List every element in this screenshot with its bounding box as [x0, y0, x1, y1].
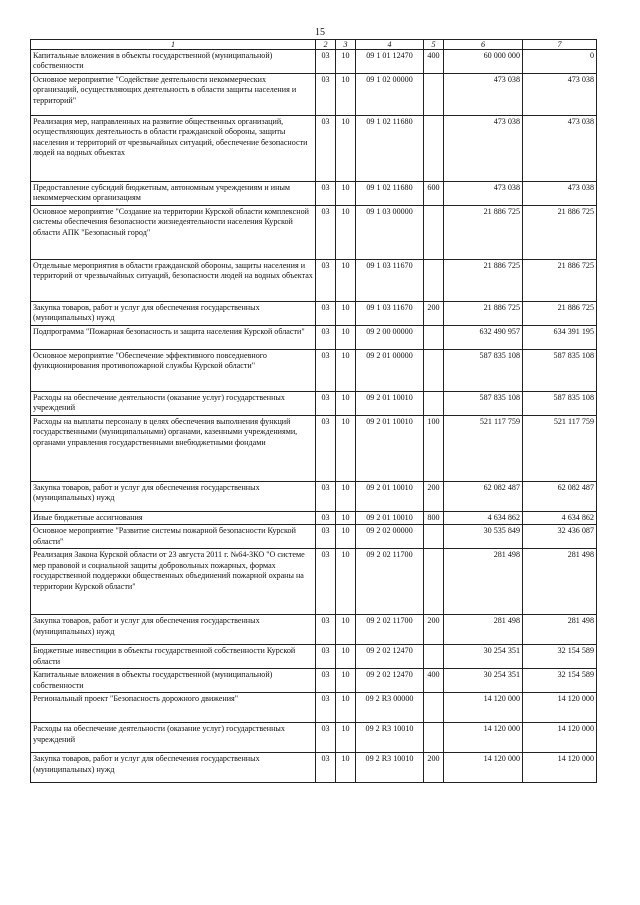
subsection-code-cell: 10 [336, 615, 356, 645]
subsection-code-cell: 10 [336, 525, 356, 549]
subsection-code-cell: 10 [336, 512, 356, 525]
target-article-cell: 09 1 02 00000 [356, 74, 424, 116]
target-article-cell: 09 1 02 11680 [356, 116, 424, 182]
expense-type-cell: 600 [424, 182, 444, 206]
header-cell: 7 [523, 40, 597, 50]
page-number: 15 [315, 27, 325, 38]
table-row [31, 549, 597, 615]
amount-year2-cell: 14 120 000 [523, 753, 597, 783]
expense-type-cell [424, 645, 444, 669]
row-name-cell: Отдельные мероприятия в области гражданской обороны, защиты населения и территорий от чрезвычайных ситуаций, безопасности людей на водных объектах [31, 260, 316, 302]
section-code-cell: 03 [316, 723, 336, 753]
target-article-cell: 09 2 R3 10010 [356, 753, 424, 783]
section-code-cell: 03 [316, 50, 336, 74]
expense-type-cell [424, 326, 444, 350]
target-article-cell: 09 2 R3 00000 [356, 693, 424, 723]
target-article-cell: 09 2 02 12470 [356, 645, 424, 669]
row-name-cell: Реализация Закона Курской области от 23 августа 2011 г. №64-ЗКО "О системе мер правовой и социальной защиты добровольных пожарных, формах государственной поддержки общественных объединений пожарной охраны на территории Курской области" [31, 549, 316, 615]
section-code-cell: 03 [316, 350, 336, 392]
table-row [31, 350, 597, 392]
amount-year1-cell: 30 254 351 [444, 669, 523, 693]
amount-year2-cell: 281 498 [523, 615, 597, 645]
target-article-cell: 09 2 01 00000 [356, 350, 424, 392]
amount-year1-cell: 21 886 725 [444, 260, 523, 302]
target-article-cell: 09 2 02 11700 [356, 615, 424, 645]
amount-year1-cell: 30 535 849 [444, 525, 523, 549]
table-row [31, 116, 597, 182]
subsection-code-cell: 10 [336, 302, 356, 326]
section-code-cell: 03 [316, 302, 336, 326]
amount-year2-cell: 473 038 [523, 116, 597, 182]
expense-type-cell [424, 350, 444, 392]
amount-year1-cell: 62 082 487 [444, 482, 523, 512]
target-article-cell: 09 1 03 11670 [356, 260, 424, 302]
amount-year1-cell: 473 038 [444, 116, 523, 182]
row-name-cell: Основное мероприятие "Обеспечение эффективного повседневного функционирования противопожарной службы Курской области" [31, 350, 316, 392]
subsection-code-cell: 10 [336, 326, 356, 350]
table-row [31, 693, 597, 723]
amount-year2-cell: 587 835 108 [523, 392, 597, 416]
amount-year1-cell: 473 038 [444, 182, 523, 206]
expense-type-cell: 800 [424, 512, 444, 525]
section-code-cell: 03 [316, 669, 336, 693]
amount-year2-cell: 14 120 000 [523, 723, 597, 753]
expense-type-cell: 200 [424, 482, 444, 512]
table-row [31, 753, 597, 783]
amount-year1-cell: 60 000 000 [444, 50, 523, 74]
table-row [31, 260, 597, 302]
table-row [31, 615, 597, 645]
table-row [31, 416, 597, 482]
amount-year2-cell: 32 436 087 [523, 525, 597, 549]
row-name-cell: Основное мероприятие "Содействие деятельности некоммерческих организаций, осуществляющих деятельность в области защиты населения и территорий" [31, 74, 316, 116]
subsection-code-cell: 10 [336, 753, 356, 783]
target-article-cell: 09 1 03 11670 [356, 302, 424, 326]
amount-year2-cell: 21 886 725 [523, 302, 597, 326]
amount-year2-cell: 473 038 [523, 74, 597, 116]
subsection-code-cell: 10 [336, 74, 356, 116]
section-code-cell: 03 [316, 326, 336, 350]
expense-type-cell: 200 [424, 302, 444, 326]
subsection-code-cell: 10 [336, 549, 356, 615]
subsection-code-cell: 10 [336, 260, 356, 302]
amount-year2-cell: 521 117 759 [523, 416, 597, 482]
row-name-cell: Закупка товаров, работ и услуг для обеспечения государственных (муниципальных) нужд [31, 615, 316, 645]
amount-year2-cell: 32 154 589 [523, 669, 597, 693]
table-row [31, 669, 597, 693]
section-code-cell: 03 [316, 549, 336, 615]
row-name-cell: Расходы на выплаты персоналу в целях обеспечения выполнения функций государственными (муниципальными) органами, казенными учреждениями, органами управления государственными внебюджетными фондами [31, 416, 316, 482]
amount-year2-cell: 4 634 862 [523, 512, 597, 525]
row-name-cell: Капитальные вложения в объекты государственной (муниципальной) собственности [31, 50, 316, 74]
section-code-cell: 03 [316, 74, 336, 116]
header-cell: 2 [316, 40, 336, 50]
budget-table [30, 39, 597, 783]
amount-year2-cell: 281 498 [523, 549, 597, 615]
table-row [31, 723, 597, 753]
amount-year1-cell: 521 117 759 [444, 416, 523, 482]
amount-year1-cell: 281 498 [444, 549, 523, 615]
section-code-cell: 03 [316, 482, 336, 512]
amount-year2-cell: 21 886 725 [523, 260, 597, 302]
amount-year1-cell: 587 835 108 [444, 392, 523, 416]
expense-type-cell [424, 392, 444, 416]
expense-type-cell [424, 525, 444, 549]
subsection-code-cell: 10 [336, 669, 356, 693]
expense-type-cell: 400 [424, 669, 444, 693]
target-article-cell: 09 2 01 10010 [356, 512, 424, 525]
table-header-row [31, 40, 597, 50]
section-code-cell: 03 [316, 753, 336, 783]
amount-year2-cell: 21 886 725 [523, 206, 597, 260]
table-row [31, 392, 597, 416]
expense-type-cell [424, 116, 444, 182]
section-code-cell: 03 [316, 182, 336, 206]
amount-year1-cell: 473 038 [444, 74, 523, 116]
amount-year1-cell: 4 634 862 [444, 512, 523, 525]
table-row [31, 525, 597, 549]
target-article-cell: 09 2 00 00000 [356, 326, 424, 350]
row-name-cell: Реализация мер, направленных на развитие общественных организаций, осуществляющих деятельность в области гражданской обороны, защиты населения и территорий от чрезвычайных ситуаций, обеспечение безопасности людей на водных объектах [31, 116, 316, 182]
header-cell: 6 [444, 40, 523, 50]
row-name-cell: Основное мероприятие "Создание на территории Курской области комплексной системы обеспечения безопасности жизнедеятельности населения Курской области АПК "Безопасный город" [31, 206, 316, 260]
table-row [31, 512, 597, 525]
row-name-cell: Основное мероприятие "Развитие системы пожарной безопасности Курской области" [31, 525, 316, 549]
row-name-cell: Закупка товаров, работ и услуг для обеспечения государственных (муниципальных) нужд [31, 482, 316, 512]
expense-type-cell: 200 [424, 615, 444, 645]
table-row [31, 326, 597, 350]
subsection-code-cell: 10 [336, 693, 356, 723]
section-code-cell: 03 [316, 525, 336, 549]
target-article-cell: 09 1 03 00000 [356, 206, 424, 260]
section-code-cell: 03 [316, 615, 336, 645]
expense-type-cell [424, 260, 444, 302]
amount-year2-cell: 62 082 487 [523, 482, 597, 512]
amount-year1-cell: 281 498 [444, 615, 523, 645]
subsection-code-cell: 10 [336, 416, 356, 482]
header-cell: 3 [336, 40, 356, 50]
target-article-cell: 09 2 02 12470 [356, 669, 424, 693]
amount-year2-cell: 587 835 108 [523, 350, 597, 392]
row-name-cell: Бюджетные инвестиции в объекты государственной собственности Курской области [31, 645, 316, 669]
expense-type-cell: 200 [424, 753, 444, 783]
amount-year1-cell: 21 886 725 [444, 302, 523, 326]
expense-type-cell [424, 549, 444, 615]
table-row [31, 482, 597, 512]
subsection-code-cell: 10 [336, 116, 356, 182]
target-article-cell: 09 2 R3 10010 [356, 723, 424, 753]
row-name-cell: Расходы на обеспечение деятельности (оказание услуг) государственных учреждений [31, 392, 316, 416]
section-code-cell: 03 [316, 206, 336, 260]
table-row [31, 206, 597, 260]
section-code-cell: 03 [316, 392, 336, 416]
table-row [31, 74, 597, 116]
table-row [31, 645, 597, 669]
subsection-code-cell: 10 [336, 482, 356, 512]
expense-type-cell: 100 [424, 416, 444, 482]
subsection-code-cell: 10 [336, 645, 356, 669]
expense-type-cell [424, 74, 444, 116]
subsection-code-cell: 10 [336, 206, 356, 260]
row-name-cell: Иные бюджетные ассигнования [31, 512, 316, 525]
row-name-cell: Капитальные вложения в объекты государственной (муниципальной) собственности [31, 669, 316, 693]
target-article-cell: 09 1 01 12470 [356, 50, 424, 74]
header-cell: 1 [31, 40, 316, 50]
section-code-cell: 03 [316, 116, 336, 182]
section-code-cell: 03 [316, 693, 336, 723]
row-name-cell: Региональный проект "Безопасность дорожного движения" [31, 693, 316, 723]
subsection-code-cell: 10 [336, 392, 356, 416]
amount-year1-cell: 30 254 351 [444, 645, 523, 669]
amount-year1-cell: 632 490 957 [444, 326, 523, 350]
amount-year1-cell: 14 120 000 [444, 753, 523, 783]
row-name-cell: Закупка товаров, работ и услуг для обеспечения государственных (муниципальных) нужд [31, 753, 316, 783]
target-article-cell: 09 2 01 10010 [356, 392, 424, 416]
amount-year2-cell: 473 038 [523, 182, 597, 206]
amount-year2-cell: 634 391 195 [523, 326, 597, 350]
amount-year2-cell: 0 [523, 50, 597, 74]
expense-type-cell [424, 206, 444, 260]
target-article-cell: 09 2 02 00000 [356, 525, 424, 549]
header-cell: 5 [424, 40, 444, 50]
section-code-cell: 03 [316, 645, 336, 669]
section-code-cell: 03 [316, 260, 336, 302]
header-cell: 4 [356, 40, 424, 50]
table-row [31, 182, 597, 206]
row-name-cell: Подпрограмма "Пожарная безопасность и защита населения Курской области" [31, 326, 316, 350]
subsection-code-cell: 10 [336, 350, 356, 392]
expense-type-cell [424, 723, 444, 753]
table-row [31, 50, 597, 74]
amount-year2-cell: 14 120 000 [523, 693, 597, 723]
amount-year2-cell: 32 154 589 [523, 645, 597, 669]
row-name-cell: Закупка товаров, работ и услуг для обеспечения государственных (муниципальных) нужд [31, 302, 316, 326]
target-article-cell: 09 1 02 11680 [356, 182, 424, 206]
target-article-cell: 09 2 02 11700 [356, 549, 424, 615]
row-name-cell: Предоставление субсидий бюджетным, автономным учреждениям и иным некоммерческим организациям [31, 182, 316, 206]
subsection-code-cell: 10 [336, 182, 356, 206]
expense-type-cell: 400 [424, 50, 444, 74]
section-code-cell: 03 [316, 416, 336, 482]
expense-type-cell [424, 693, 444, 723]
row-name-cell: Расходы на обеспечение деятельности (оказание услуг) государственных учреждений [31, 723, 316, 753]
target-article-cell: 09 2 01 10010 [356, 416, 424, 482]
amount-year1-cell: 14 120 000 [444, 693, 523, 723]
amount-year1-cell: 587 835 108 [444, 350, 523, 392]
table-row [31, 302, 597, 326]
amount-year1-cell: 14 120 000 [444, 723, 523, 753]
target-article-cell: 09 2 01 10010 [356, 482, 424, 512]
section-code-cell: 03 [316, 512, 336, 525]
amount-year1-cell: 21 886 725 [444, 206, 523, 260]
subsection-code-cell: 10 [336, 723, 356, 753]
subsection-code-cell: 10 [336, 50, 356, 74]
